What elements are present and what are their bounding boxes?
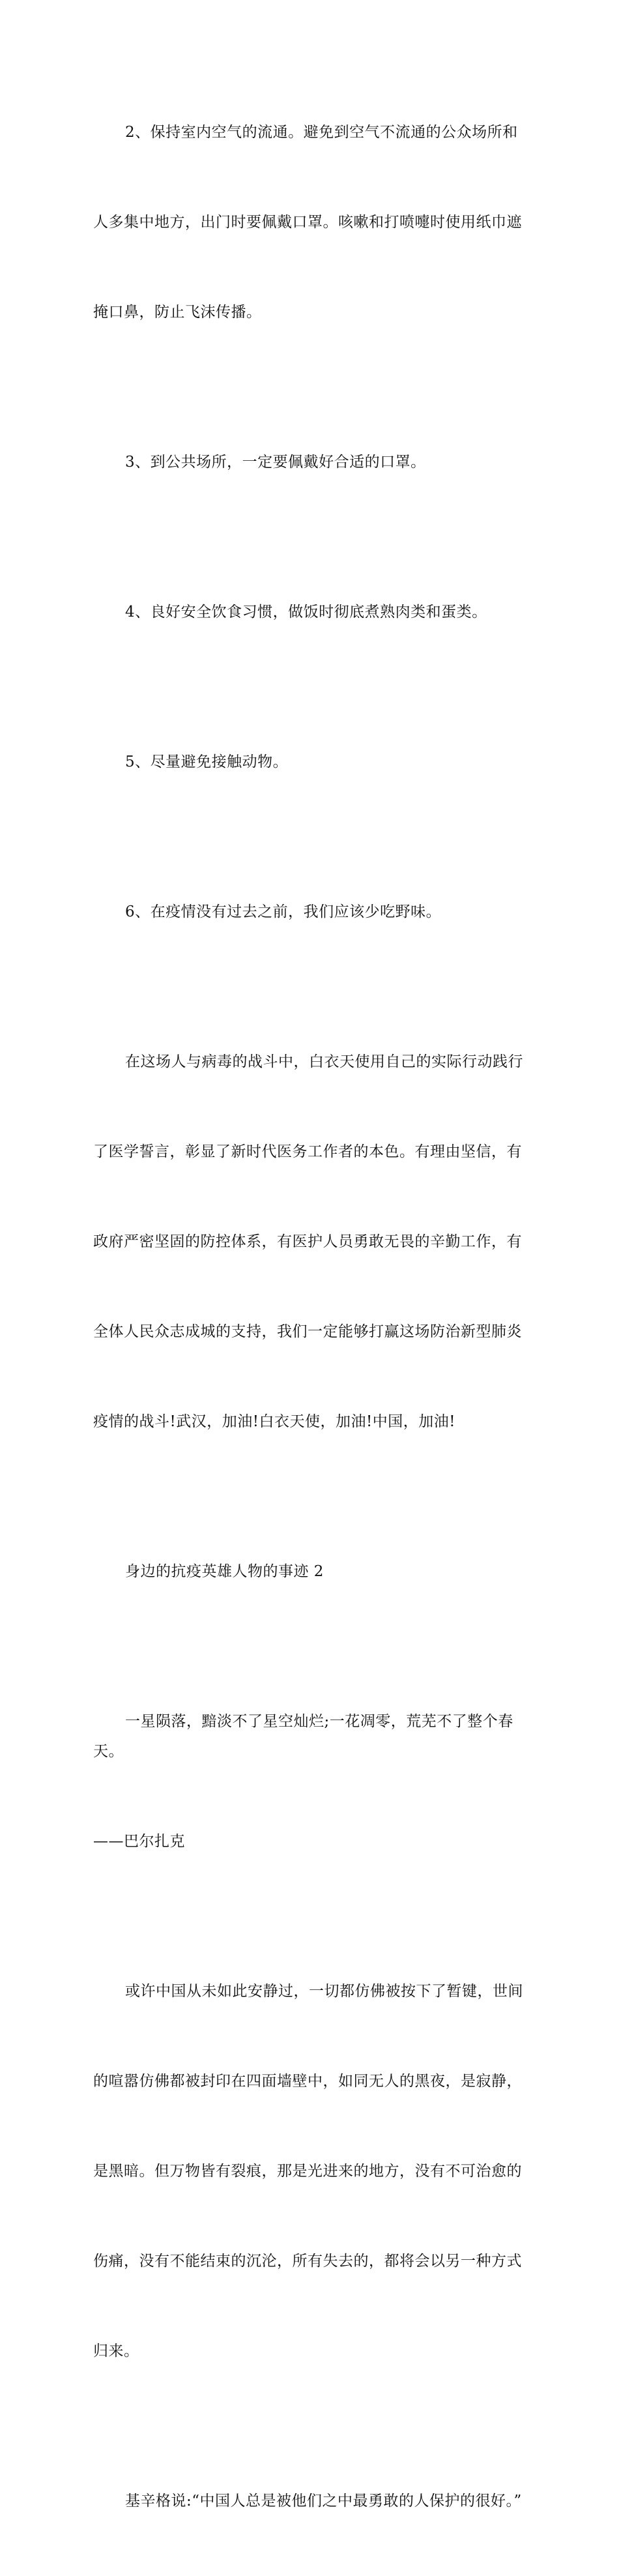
text-line: 2、保持室内空气的流通。避免到空气不流通的公众场所和 xyxy=(125,124,518,141)
text-line: 是黑暗。但万物皆有裂痕，那是光进来的地方，没有不可治愈的 xyxy=(93,2163,522,2180)
text-line: 政府严密坚固的防控体系，有医护人员勇敢无畏的辛勤工作，有 xyxy=(93,1233,522,1250)
text-line: 6、在疫情没有过去之前，我们应该少吃野味。 xyxy=(125,903,442,920)
document-body xyxy=(93,57,536,2576)
text-line: 在这场人与病毒的战斗中，白衣天使用自己的实际行动践行 xyxy=(125,1053,523,1070)
paragraph-prevention-tip-5 xyxy=(93,687,536,837)
section-heading xyxy=(93,1497,536,1647)
text-line: 伤痛，没有不能结束的沉沦，所有失去的，都将会以另一种方式 xyxy=(93,2253,522,2270)
paragraph-prevention-tip-6 xyxy=(93,837,536,987)
text-line: 疫情的战斗!武汉，加油!白衣天使，加油!中国，加油! xyxy=(93,1413,455,1430)
paragraph-quote xyxy=(93,1647,536,1916)
paragraph-prevention-tip-4 xyxy=(93,537,536,687)
text-line: 身边的抗疫英雄人物的事迹 2 xyxy=(125,1563,324,1580)
text-line: 基辛格说:“中国人总是被他们之中最勇敢的人保护的很好。” xyxy=(125,2493,522,2510)
paragraph-kissinger-quote xyxy=(93,2426,536,2576)
paragraph-narrative xyxy=(93,1916,536,2426)
paragraph-prevention-tip-2 xyxy=(93,57,536,387)
paragraph-conclusion xyxy=(93,987,536,1497)
text-line: 掩口鼻，防止飞沫传播。 xyxy=(93,304,262,321)
text-line: 4、良好安全饮食习惯，做饭时彻底煮熟肉类和蛋类。 xyxy=(125,604,487,621)
text-line: 人多集中地方，出门时要佩戴口罩。咳嗽和打喷嚏时使用纸巾遮 xyxy=(93,214,522,231)
text-line: 的喧嚣仿佛都被封印在四面墙壁中，如同无人的黑夜，是寂静， xyxy=(93,2073,522,2090)
paragraph-prevention-tip-3 xyxy=(93,387,536,537)
text-line: 了医学誓言，彰显了新时代医务工作者的本色。有理由坚信，有 xyxy=(93,1143,522,1160)
text-line: 3、到公共场所，一定要佩戴好合适的口罩。 xyxy=(125,454,426,471)
text-line: 归来。 xyxy=(93,2343,139,2360)
text-line: 全体人民众志成城的支持，我们一定能够打赢这场防治新型肺炎 xyxy=(93,1323,522,1340)
text-line: ——巴尔扎克 xyxy=(93,1833,185,1850)
text-line: 或许中国从未如此安静过，一切都仿佛被按下了暂键，世间 xyxy=(125,1983,523,2000)
text-line: 一星陨落，黯淡不了星空灿烂;一花凋零，荒芜不了整个春天。 xyxy=(93,1713,513,1760)
text-line: 5、尽量避免接触动物。 xyxy=(125,754,289,770)
